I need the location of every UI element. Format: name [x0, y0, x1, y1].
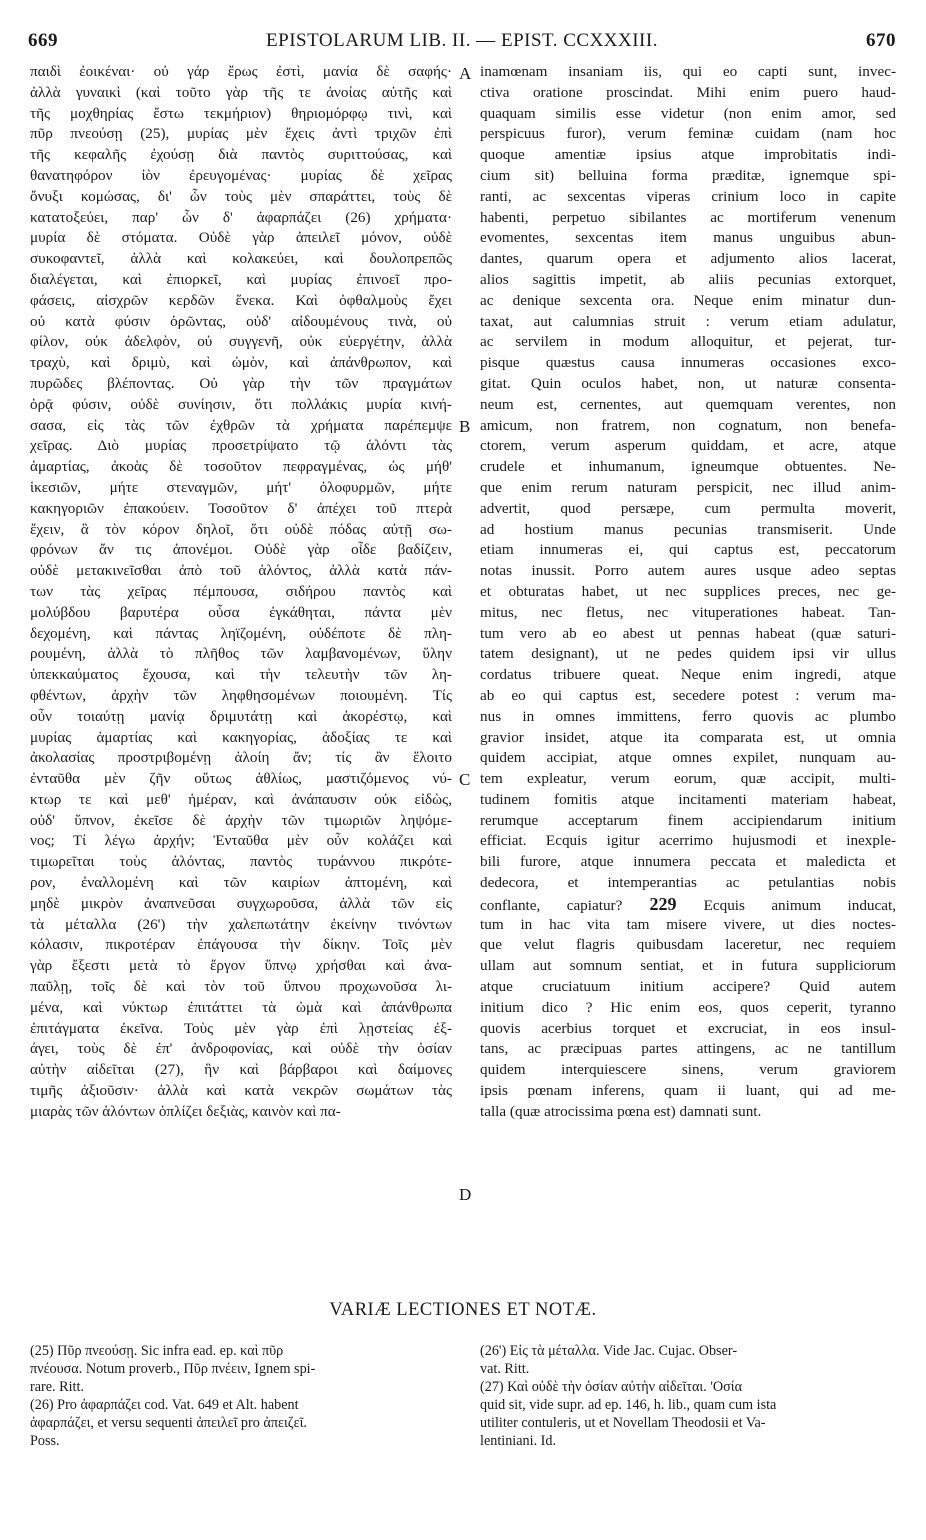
latin-line: taxat, aut calumnias struit : verum etiam adulatur, — [480, 312, 896, 330]
greek-line: ἀλλὰ γυναικὶ (καὶ τοῦτο γὰρ τῆς τε ἀνοίας αὐτῆς καὶ — [30, 83, 452, 101]
note-line: lentiniani. Id. — [480, 1433, 557, 1449]
greek-line: οὐ κατὰ φύσιν ὁρῶντας, οὐδ' αἰδουμένους τινὰ, οὐ — [30, 312, 452, 330]
latin-line: conflante, capiatur? 229 Ecquis animum inducat, — [480, 893, 896, 914]
latin-line: neum est, cernentes, aut quemquam verentes, non — [480, 395, 896, 413]
greek-line: αὐτὴν αἰδεῖται (27), ἣν καὶ βάρβαροι καὶ δαίμονες — [30, 1061, 452, 1079]
greek-line: ὑπεκκαύματος ἔχουσα, καὶ τὴν τελευτὴν τῶν λη- — [30, 666, 452, 684]
latin-line: alios sagittis impetit, ab aliis pecunias extorquet, — [480, 270, 896, 288]
greek-line: διαλέγεται, καὶ ἐπιορκεῖ, καὶ μυρίας ἐπινοεῖ προ- — [30, 270, 452, 288]
latin-line: gravior insidet, atque ita comparata est, ut omnia — [480, 728, 896, 746]
latin-line: quidem interquiescere sinens, verum graviorem — [480, 1061, 896, 1079]
latin-line: inamœnam insaniam iis, qui eo capti sunt, invec- — [480, 63, 896, 80]
greek-line: οὐδ' ὕπνον, ἐκεῖσε δὲ ἀρχὴν τῶν τιμωριῶν ληψόμε- — [30, 811, 452, 829]
greek-line: άγει, τοὺς δὲ ἐπ' ἀνδροφονίας, καὶ οὐδὲ τὴν ὁσίαν — [30, 1040, 452, 1058]
running-title: EPISTOLARUM LIB. II. — EPIST. CCXXXIII. — [266, 30, 658, 51]
column-number: 229 — [622, 893, 704, 914]
latin-line: tem expleatur, verum eorum, quæ accipit, multi- — [480, 770, 896, 788]
latin-line: etiam innumeras ei, qui captus est, peccatorum — [480, 541, 896, 559]
latin-line: que enim rerum naturam perspicit, nec illud anim- — [480, 478, 896, 496]
latin-line: initium dico ? Hic enim eos, quos ceperit, tyranno — [480, 998, 896, 1016]
latin-line: quidem accipiat, atque omnes expilet, nunquam au- — [480, 749, 896, 767]
latin-line: tans, ac præcipuas partes attingens, ac ne tantillum — [480, 1040, 896, 1058]
greek-line: γὰρ ἔξεστι μετὰ τὸ ἔργον ὕπνῳ χρήσθαι καὶ ἀνα- — [30, 957, 452, 975]
greek-line: μένα, καὶ νύκτωρ ἐπιτάττει τὰ ὠμὰ καὶ ἀπάνθρωπα — [30, 998, 452, 1016]
latin-line: ctorem, verum asperum quiddam, et acre, atque — [480, 437, 896, 455]
latin-line: nus in omnes immittens, ferro quovis ac plumbo — [480, 707, 896, 725]
greek-line: οὐδὲ μετακινεῖσθαι ἀπὸ τοῦ ἁλόντος, ἀλλὰ κατὰ πάν- — [30, 562, 452, 580]
note-line: quid sit, vide supr. ad ep. 146, h. lib., quam cum ista — [480, 1397, 777, 1413]
latin-line: ab eo qui captus est, secedere potest : verum ma- — [480, 686, 896, 704]
latin-line: dantes, quarum opera et adjumento alios lacerat, — [480, 250, 896, 268]
notes-left-column — [30, 1342, 460, 1450]
latin-line: ctiva oratione proscindat. Mihi enim puero haud- — [480, 83, 896, 101]
latin-line: que velut flagris quibusdam laceretur, nec requiem — [480, 936, 896, 954]
greek-line: φάσεις, αἰσχρῶν κερδῶν ἕνεκα. Καὶ ὀφθαλμοὺς ἔχει — [30, 291, 452, 309]
greek-line: ρουμένη, ἀλλὰ τὸ πλῆθος τῶν λαμβανομένων, ὕλην — [30, 645, 452, 663]
note-line: (27) Καὶ οὐδὲ τὴν ὁσίαν αὐτὴν αἰδεῖται. 'Οσία — [480, 1379, 743, 1395]
latin-line: tum vero ab eo abest ut pennas habeat (quæ saturi- — [480, 624, 896, 642]
greek-line: παιδὶ ἐοικέναι· οὐ γάρ ἔρως ἐστὶ, μανία δὲ σαφής· — [30, 63, 452, 80]
latin-text-column — [480, 62, 896, 1123]
page-number-right: 670 — [866, 30, 896, 51]
latin-line: ipsis pœnam inferens, quam ii luant, qui ad me- — [480, 1082, 896, 1100]
latin-line: ranti, ac sexcentas viperas crinium loco in capite — [480, 187, 896, 205]
greek-line: μολύβδου βαρυτέρα οὖσα ἐγκάθηται, πάντα μὲν — [30, 603, 452, 621]
latin-line-continuation: Ecquis animum inducat, — [703, 896, 896, 914]
greek-line: ἁμαρτίας, ἀκοὰς δὲ τοσοῦτον πεφραγμένας, ὡς μήθ' — [30, 458, 452, 476]
page-number-left: 669 — [28, 30, 58, 51]
latin-line: ac denique sexcenta ora. Neque enim minatur dun- — [480, 291, 896, 309]
latin-line: habenti, perpetuo sibilantes ac mortiferum venenum — [480, 208, 896, 226]
greek-line: ὁρᾷ φύσιν, οὐδὲ συνίησιν, ὅτι πολλάκις μυρία κινή- — [30, 395, 452, 413]
note-line: (26') Εἰς τὰ μέταλλα. Vide Jac. Cujac. Obser- — [480, 1343, 738, 1359]
note-line: vat. Ritt. — [480, 1361, 530, 1377]
greek-line: μηδὲ μικρὸν ἀναπνεῦσαι συγχωροῦσα, ἀλλὰ τῶν εἰς — [30, 894, 452, 912]
note-line: (25) Πῦρ πνεούσῃ. Sic infra ead. ep. καὶ πῦρ — [30, 1343, 284, 1359]
note-line: Poss. — [30, 1433, 60, 1449]
latin-line: gitat. Quin oculos habet, non, ut naturæ consenta- — [480, 374, 896, 392]
latin-line: perspicuus furor), verum feminæ cuidam (nam hoc — [480, 125, 896, 143]
page-header — [28, 30, 896, 56]
latin-line: ad hostium manus pecunias transmiserit. Unde — [480, 520, 896, 538]
greek-line: οὖν τοιαύτῃ μανίᾳ δριμυτάτῃ καὶ ἀκορέστῳ, καὶ — [30, 707, 452, 725]
greek-line: ὄνυξι κομώσας, δι' ὧν τοὺς μὲν σπαράττει, τοὺς δὲ — [30, 187, 452, 205]
greek-line: σασα, εἰς τὰς τῶν ἐχθρῶν τὰ χρήματα παρέπεμψε — [30, 416, 452, 434]
latin-line: quovis acerbius torquet et excruciat, in eos insul- — [480, 1019, 896, 1037]
latin-line: tum in hac vita tam misere vivere, ut dies noctes- — [480, 915, 896, 933]
greek-line: ἐπιτάγματα ἐκεῖνα. Τοὺς μὲν γὰρ ἐπὶ λῃστείας ἐξ- — [30, 1019, 452, 1037]
margin-letter-d: D — [459, 1185, 472, 1204]
greek-line: κατατοξεύει, παρ' ὧν δ' ἀφαρπάζει (26) χρήματα· — [30, 208, 452, 226]
greek-line: φθέντων, ἀρχὴν τῶν ληφθησομένων ποιουμένη. Τίς — [30, 686, 452, 704]
latin-line: bili furore, atque innumera peccata et maledicta et — [480, 853, 896, 871]
greek-line: ἔχειν, ἃ τὸν κόρον δηλοῖ, ὅτι οὐδὲ πόδας αὐτῇ σω- — [30, 520, 452, 538]
latin-line: ac servilem in modum alloquitur, et pejerat, tur- — [480, 333, 896, 351]
greek-line: μυρίας ἁμαρτίας καὶ κακηγορίας, ἀδοξίας τε καὶ — [30, 728, 452, 746]
note-line: utiliter contuleris, ut et Novellam Theodosii et Va- — [480, 1415, 766, 1431]
greek-line: τὰ μέταλλα (26') τὴν χαλεπωτάτην ἐκείνην τινόντων — [30, 915, 452, 933]
greek-line: κτωρ τε καὶ μεθ' ἡμέραν, καὶ ἀνάπαυσιν οὐκ εἰδὼς, — [30, 790, 452, 808]
greek-line: συκοφαντεῖ, ἀλλὰ καὶ κολακεύει, καὶ δουλοπρεπῶς — [30, 250, 452, 268]
latin-line: evomentes, sexcentas item manus unguibus abun- — [480, 229, 896, 247]
latin-line: efficiat. Ecquis igitur acerrimo hujusmodi et inexple- — [480, 832, 896, 850]
greek-line: ἀκολασίας προστριβομένῃ ἁλοίη ἄν; τίς ἂν ἕλοιτο — [30, 749, 452, 767]
greek-line: φίλον, οὐκ ἀδελφὸν, οὐ συγγενῆ, οὐκ εὐεργέτην, ἀλλὰ — [30, 333, 452, 351]
greek-line: ἱκεσιῶν, μήτε στεναγμῶν, μήτ' ὀλοφυρμῶν, μήτε — [30, 478, 452, 496]
note-line: πνέουσα. Notum proverb., Πῦρ πνέειν, Ignem spi- — [30, 1361, 316, 1377]
greek-text-column — [30, 62, 452, 1123]
latin-line: quoque amentiæ ipsius atque improbitatis indi- — [480, 146, 896, 164]
greek-line: τιμωρεῖται τοὺς ἁλόντας, παντὸς τυράννου πικρότε- — [30, 853, 452, 871]
greek-line: μιαρὰς τῶν ἁλόντων ὁπλίζει δεξιὰς, καινὸν καὶ πα- — [30, 1102, 341, 1120]
greek-line: θανατηφόρον ἰὸν ἐρευγομένας· μυρίας δὲ χεῖρας — [30, 166, 452, 184]
latin-line: quaquam similis esse videtur (non enim amor, sed — [480, 104, 896, 122]
latin-line: tudinem fomitis atque incitamenti materiam habeat, — [480, 790, 896, 808]
latin-line: cordatus tribuere queat. Neque enim ingredi, atque — [480, 666, 896, 684]
greek-line: νος; Τί λέγω ἀρχήν; Ἐνταῦθα μὲν οὖν κολάζει καὶ — [30, 832, 452, 850]
latin-line: atque cruciatuum initium accipere? Quid autem — [480, 978, 896, 996]
latin-line: cium sit) belluina forma præditæ, ignemque spi- — [480, 166, 896, 184]
greek-line: παῦλῃ, τοῖς δὲ καὶ τὸν τοῦ ὕπνου προχωνοῦσα λι- — [30, 978, 452, 996]
note-line: (26) Pro ἀφαρπάζει cod. Vat. 649 et Alt. habent — [30, 1397, 299, 1413]
margin-letter-a: A — [459, 64, 472, 83]
greek-line: τιμῆς ἀξιοῦσιν· ἀλλὰ καὶ κατὰ νεκρῶν σωμάτων τὰς — [30, 1082, 452, 1100]
greek-line: κακηγοριῶν ἐπακούειν. Τοσοῦτον δ' ἀπέχει τοῦ πτερὰ — [30, 499, 452, 517]
latin-line: pisque quæstus causa innumeras occasiones exco- — [480, 354, 896, 372]
latin-line: crudele et inhumanum, igneumque obtuentes. Ne- — [480, 458, 896, 476]
latin-line: talla (quæ atrocissima pœna est) damnati sunt. — [480, 1102, 762, 1120]
greek-line: δεχομένη, καὶ πάντας ληϊζομένη, οὐδέποτε δὲ πλη- — [30, 624, 452, 642]
latin-line: dedecora, et intemperantias ac petulantias nobis — [480, 874, 896, 892]
note-line: rare. Ritt. — [30, 1379, 84, 1395]
greek-line: των τὰς χεῖρας πέμπουσα, σιδήρου παντὸς καὶ — [30, 582, 452, 600]
latin-line: tatem designant), ut ne pedes quidem ipsi vir ullus — [480, 645, 896, 663]
margin-letter-b: B — [459, 417, 471, 436]
greek-line: φρόνων ἄν τις ἀπονέμοι. Οὐδὲ γὰρ οἶδε βαδίζειν, — [30, 541, 452, 559]
greek-line: τραχὺ, καὶ δριμὺ, καὶ ὠμὸν, καὶ ἀπάνθρωπον, καὶ — [30, 354, 452, 372]
latin-line: et obturatas habet, ut nec supplices preces, nec ge- — [480, 582, 896, 600]
latin-line: mitus, nec fletus, nec vituperationes habeat. Tan- — [480, 603, 896, 621]
notes-title: VARIÆ LECTIONES ET NOTÆ. — [329, 1300, 597, 1320]
latin-line: amicum, non fratrem, non cognatum, non benefa- — [480, 416, 896, 434]
greek-line: ἐνταῦθα μὲν ζῆν οὕτως ἀθλίως, μαστιζόμενος νύ- — [30, 770, 452, 788]
latin-line: advertit, quod persæpe, cum permulta moverit, — [480, 499, 896, 517]
greek-line: πῦρ πνεούσῃ (25), μυρίας μὲν ἔχεις ἀντὶ τριχῶν ἐπὶ — [30, 125, 452, 143]
greek-line: μυρία δὲ στόματα. Οὐδὲ γὰρ ἀπειλεῖ μόνον, οὐδὲ — [30, 229, 452, 247]
latin-line: ullam aut somnum sentiat, et in futura suppliciorum — [480, 957, 896, 975]
greek-line: ρον, ἐναλλομένη καὶ τῶν καιρίων ἁπτομένη, καὶ — [30, 874, 452, 892]
greek-line: χεῖρας. Διὸ μυρίας προσετρίψατο τῷ ἁλόντι τὰς — [30, 437, 452, 455]
greek-line: τῆς κεφαλῆς ἐχούσῃ διὰ παντὸς συριττούσας, καὶ — [30, 146, 452, 164]
greek-line: κόλασιν, πικροτέραν ἐπάγουσα τὴν δίκην. Τοῖς μὲν — [30, 936, 452, 954]
note-line: ἀφαρπάζει, et versu sequenti ἀπειλεῖ pro ἀπειζεῖ. — [30, 1415, 307, 1431]
notes-right-column — [480, 1342, 896, 1450]
greek-line: τῆς μοχθηρίας ἔστω τεκμήριον) θηριομόρφῳ τινὶ, καὶ — [30, 104, 452, 122]
latin-line: notas inussit. Porro autem aures usque adeo septas — [480, 562, 896, 580]
latin-line: rerumque acceptarum finem accipiendarum initium — [480, 811, 896, 829]
margin-letter-c: C — [459, 770, 471, 789]
greek-line: πυρῶδες βλέποντας. Οὐ γὰρ τὴν τῶν πραγμάτων — [30, 374, 452, 392]
